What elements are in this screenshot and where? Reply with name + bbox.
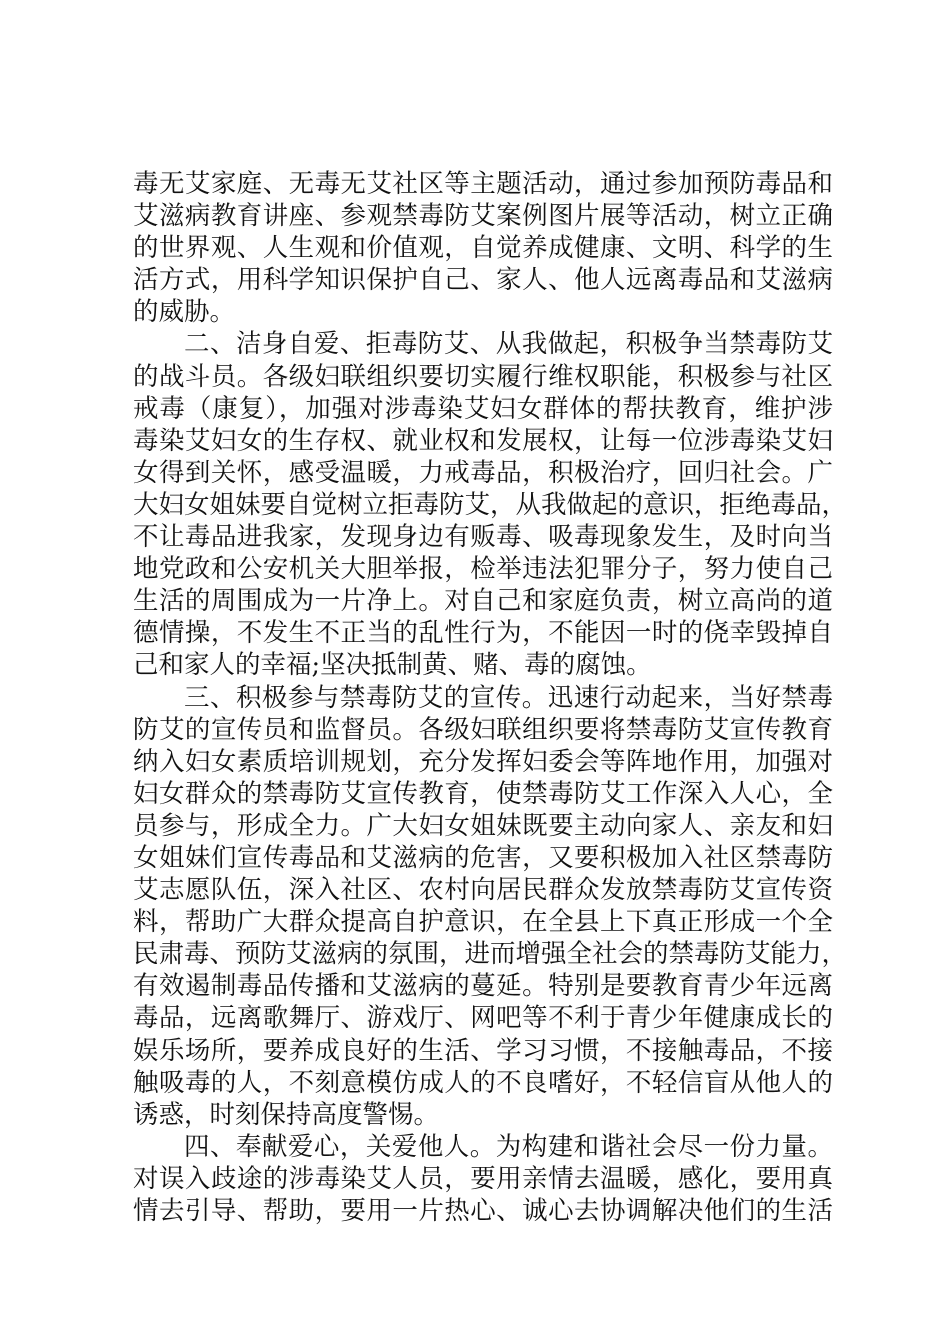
text-line: 地党政和公安机关大胆举报，检举违法犯罪分子，努力使自己 [133, 554, 833, 585]
text-line: 诱惑，时刻保持高度警惕。 [133, 1099, 440, 1130]
text-line: 的威胁。 [133, 297, 236, 328]
text-line: 的战斗员。各级妇联组织要切实履行维权职能，积极参与社区 [133, 361, 833, 392]
text-line: 情去引导、帮助，要用一片热心、诚心去协调解决他们的生活 [133, 1196, 833, 1226]
text-line: 料，帮助广大群众提高自护意识，在全县上下真正形成一个全 [133, 907, 833, 938]
text-line: 毒染艾妇女的生存权、就业权和发展权，让每一位涉毒染艾妇 [133, 425, 833, 456]
text-line: 德情操，不发生不正当的乱性行为，不能因一时的侥幸毁掉自 [133, 618, 833, 649]
text-line: 四、奉献爱心，关爱他人。为构建和谐社会尽一份力量。 [184, 1131, 833, 1162]
text-line: 民肃毒、预防艾滋病的氛围，进而增强全社会的禁毒防艾能力， [133, 939, 848, 970]
text-line: 活方式，用科学知识保护自己、家人、他人远离毒品和艾滋病 [133, 265, 833, 296]
text-line: 员参与，形成全力。广大妇女姐妹既要主动向家人、亲友和妇 [133, 810, 833, 841]
text-line: 的世界观、人生观和价值观，自觉养成健康、文明、科学的生 [133, 233, 833, 264]
text-line: 防艾的宣传员和监督员。各级妇联组织要将禁毒防艾宣传教育 [133, 714, 833, 745]
paragraph-1 [133, 168, 833, 328]
text-line: 对误入歧途的涉毒染艾人员，要用亲情去温暖，感化，要用真 [133, 1163, 833, 1194]
text-line: 女得到关怀，感受温暖，力戒毒品，积极治疗，回归社会。广 [133, 457, 833, 488]
paragraph-4 [133, 1131, 833, 1227]
text-line: 毒品，远离歌舞厅、游戏厅、网吧等不利于青少年健康成长的 [133, 1003, 833, 1034]
text-line: 艾志愿队伍，深入社区、农村向居民群众发放禁毒防艾宣传资 [133, 875, 833, 906]
paragraph-2 [133, 328, 848, 681]
text-line: 毒无艾家庭、无毒无艾社区等主题活动，通过参加预防毒品和 [133, 169, 833, 199]
text-line: 己和家人的幸福;坚决抵制黄、赌、毒的腐蚀。 [133, 650, 652, 681]
text-line: 大妇女姐妹要自觉树立拒毒防艾，从我做起的意识，拒绝毒品， [133, 489, 848, 520]
text-line: 不让毒品进我家，发现身边有贩毒、吸毒现象发生，及时向当 [133, 522, 833, 553]
paragraph-3 [133, 682, 848, 1131]
text-line: 娱乐场所，要养成良好的生活、学习习惯，不接触毒品，不接 [133, 1035, 833, 1066]
text-line: 妇女群众的禁毒防艾宣传教育，使禁毒防艾工作深入人心，全 [133, 778, 833, 809]
text-line: 触吸毒的人，不刻意模仿成人的不良嗜好，不轻信盲从他人的 [133, 1067, 833, 1098]
text-line: 纳入妇女素质培训规划，充分发挥妇委会等阵地作用，加强对 [133, 746, 833, 777]
text-line: 有效遏制毒品传播和艾滋病的蔓延。特别是要教育青少年远离 [133, 971, 833, 1002]
document-body [133, 168, 848, 1227]
text-line: 三、积极参与禁毒防艾的宣传。迅速行动起来，当好禁毒 [184, 682, 833, 713]
text-line: 艾滋病教育讲座、参观禁毒防艾案例图片展等活动，树立正确 [133, 201, 833, 232]
text-line: 戒毒（康复），加强对涉毒染艾妇女群体的帮扶教育，维护涉 [133, 393, 833, 424]
text-line: 生活的周围成为一片净上。对自己和家庭负责，树立高尚的道 [133, 586, 833, 617]
text-line: 二、洁身自爱、拒毒防艾、从我做起，积极争当禁毒防艾 [184, 329, 833, 360]
text-line: 女姐妹们宣传毒品和艾滋病的危害，又要积极加入社区禁毒防 [133, 842, 833, 873]
